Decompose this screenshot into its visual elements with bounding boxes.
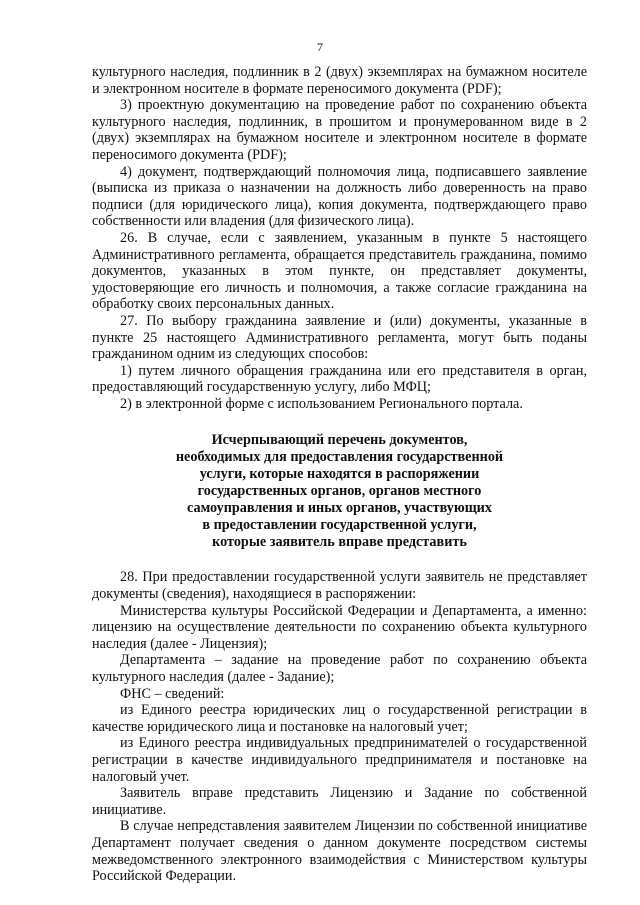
paragraph: ФНС – сведений: <box>120 685 225 702</box>
section-heading <box>92 432 587 551</box>
heading-line: которые заявитель вправе представить <box>212 534 467 551</box>
paragraph: 27. По выбору гражданина заявление и (или) документы, указанные в пункте 25 настоящего Административного регламента, могут быть поданы гражданином одним из следующих способов: <box>92 312 587 363</box>
paragraph: 3) проектную документацию на проведение работ по сохранению объекта культурного наследия, подлинник, в прошитом и пронумерованном виде в 2 (двух) экземплярах на бумажном носителе и электронном носителе в формате переносимого документа (PDF); <box>92 97 587 163</box>
paragraph: Министерства культуры Российской Федерации и Департамента, а именно: лицензию на осуществление деятельности по сохранению объекта культурного наследия (далее - Лицензия); <box>92 602 587 652</box>
paragraph: 28. При предоставлении государственной услуги заявитель не представляет документы (сведения), находящиеся в распоряжении: <box>92 569 587 603</box>
paragraph: Заявитель вправе представить Лицензию и Задание по собственной инициативе. <box>92 785 587 818</box>
paragraph: Департамента – задание на проведение работ по сохранению объекта культурного наследия (далее - Задание); <box>92 652 587 686</box>
paragraph: 4) документ, подтверждающий полномочия лица, подписавшего заявление (выписка из приказа о назначении на должность либо доверенность на право подписи (для юридического лица), копия документа, подтверждающего право собственности или владения (для физического лица). <box>92 163 587 230</box>
paragraph: В случае непредставления заявителем Лицензии по собственной инициативе Департамент получает сведения о данном документе посредством системы межведомственного электронного взаимодействия с Министерством культуры Российской Федерации. <box>92 818 587 885</box>
paragraphs-bottom <box>92 569 587 884</box>
heading-line: Исчерпывающий перечень документов, <box>211 432 468 449</box>
page-number: 7 <box>317 40 323 54</box>
paragraph: 26. В случае, если с заявлением, указанным в пункте 5 настоящего Административного регламента, обращается представитель гражданина, помимо документов, указанных в этом пункте, он представляет документы, удостоверяющие его личность и полномочия, а также согласие гражданина на обработку своих персональных данных. <box>92 229 587 313</box>
paragraph: 2) в электронной форме с использованием Регионального портала. <box>120 395 523 412</box>
document-body <box>92 64 587 885</box>
heading-line: самоуправления и иных органов, участвующих <box>187 500 492 517</box>
heading-line: необходимых для предоставления государственной <box>175 449 504 466</box>
paragraph: 1) путем личного обращения гражданина или его представителя в орган, предоставляющий государственную услугу, либо МФЦ; <box>92 362 587 396</box>
paragraph: культурного наследия, подлинник в 2 (двух) экземплярах на бумажном носителе и электронном носителе в формате переносимого документа (PDF); <box>92 64 587 97</box>
paragraph: из Единого реестра юридических лиц о государственной регистрации в качестве юридического лица и постановке на налоговый учет; <box>92 702 587 735</box>
heading-line: в предоставлении государственной услуги, <box>202 517 477 534</box>
paragraphs-top <box>92 64 587 412</box>
paragraph: из Единого реестра индивидуальных предпринимателей о государственной регистрации в качестве индивидуального предпринимателя и постановке на налоговый учет. <box>92 735 587 785</box>
heading-line: услуги, которые находятся в распоряжении <box>199 466 480 483</box>
heading-line: государственных органов, органов местного <box>197 483 482 500</box>
